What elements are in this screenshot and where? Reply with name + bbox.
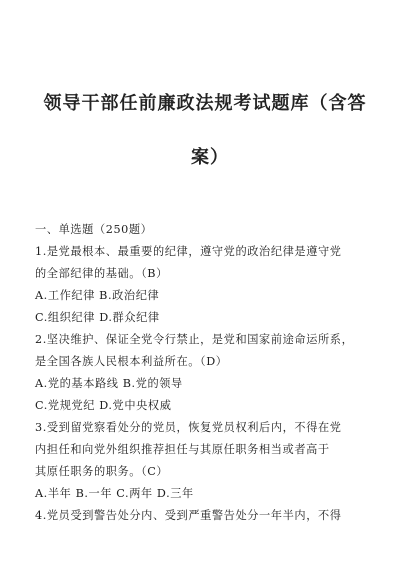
question-2-options-cd: C.党规党纪 D.党中央权威: [35, 399, 172, 412]
question-3-line-1: 3.受到留党察看处分的党员，恢复党员权利后内，不得在党: [35, 421, 342, 434]
document-title-line-1: 领导干部任前廉政法规考试题库（含答: [43, 93, 367, 114]
question-3-options: A.半年 B.一年 C.两年 D.三年: [35, 487, 194, 500]
question-2-line-1: 2.坚决维护、保证全党令行禁止，是党和国家前途命运所系，: [35, 333, 354, 346]
document-title-line-2: 案）: [191, 147, 229, 168]
question-1-line-2: 的全部纪律的基础。（B）: [35, 267, 168, 280]
question-2-line-2: 是全国各族人民根本利益所在。（D）: [35, 355, 228, 368]
question-1-line-1: 1.是党最根本、最重要的纪律，遵守党的政治纪律是遵守党: [35, 245, 342, 258]
question-1-options-cd: C.组织纪律 D.群众纪律: [35, 311, 160, 324]
question-4-line-1: 4.党员受到警告处分内、受到严重警告处分一年半内，不得: [35, 509, 342, 522]
question-2-options-ab: A.党的基本路线 B.党的领导: [35, 377, 183, 390]
question-1-options-ab: A.工作纪律 B.政治纪律: [35, 289, 160, 302]
question-3-line-3: 其原任职务的职务。（C）: [35, 465, 169, 478]
section-heading: 一、单选题（250题）: [35, 223, 153, 236]
question-3-line-2: 内担任和向党外组织推荐担任与其原任职务相当或者高于: [35, 443, 330, 456]
